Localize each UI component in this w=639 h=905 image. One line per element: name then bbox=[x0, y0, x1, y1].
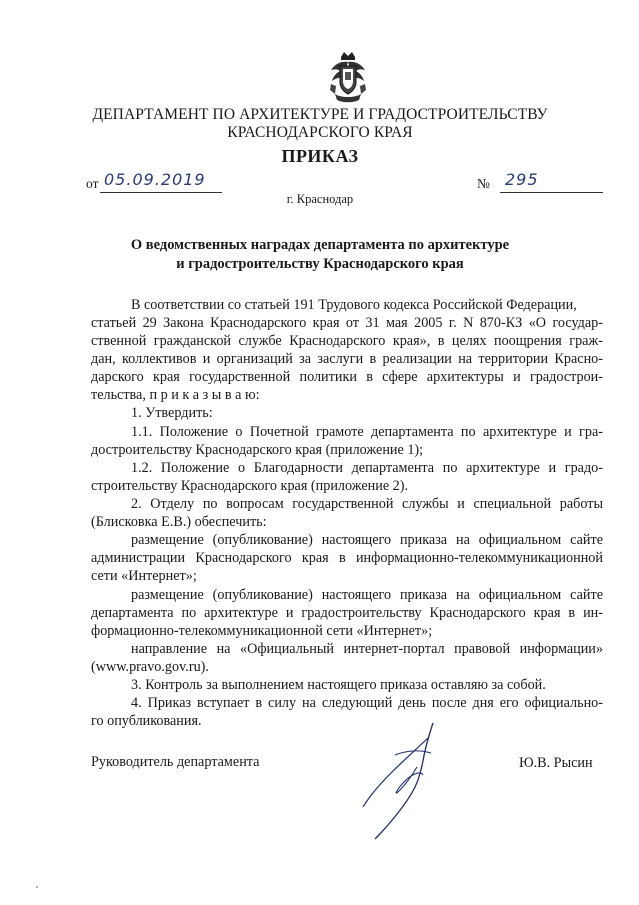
body-line: (www.pravo.gov.ru). bbox=[91, 659, 209, 675]
body-line: тельства, п р и к а з ы в а ю: bbox=[91, 387, 260, 403]
body-line: размещение (опубликование) настоящего приказа на официальном сайте bbox=[131, 587, 603, 603]
body-line: 1.2. Положение о Благодарности департамента по архитектуре и градо- bbox=[131, 460, 603, 476]
document-type-title: ПРИКАЗ bbox=[281, 146, 359, 166]
body-line: 1. Утвердить: bbox=[131, 405, 213, 421]
department-name-line1: ДЕПАРТАМЕНТ ПО АРХИТЕКТУРЕ И ГРАДОСТРОИТЕЛЬСТВУ bbox=[92, 106, 548, 123]
body-line: дан, коллективов и организаций за заслуги в реализации на территории Красно- bbox=[91, 351, 603, 367]
department-name-line2: КРАСНОДАРСКОГО КРАЯ bbox=[227, 124, 413, 141]
body-line: сети «Интернет»; bbox=[91, 568, 197, 584]
body-line: 2. Отделу по вопросам государственной службы и специальной работы bbox=[131, 496, 603, 512]
body-line: дарского края государственной политики в сфере архитектуры и градострои- bbox=[91, 369, 603, 385]
body-line: (Блисковка Е.В.) обеспечить: bbox=[91, 514, 267, 530]
signatory-name: Ю.В. Рысин bbox=[519, 755, 593, 771]
handwritten-signature bbox=[333, 715, 463, 845]
handwritten-number: 295 bbox=[505, 170, 539, 189]
body-line: формационно-телекоммуникационной сети «Интернет»; bbox=[91, 623, 433, 639]
signatory-position: Руководитель департамента bbox=[91, 754, 260, 770]
body-line: В соответствии со статьей 191 Трудового кодекса Российской Федерации, bbox=[131, 297, 577, 313]
body-line: 4. Приказ вступает в силу на следующий день после дня его официально- bbox=[131, 695, 603, 711]
body-line: размещение (опубликование) настоящего приказа на официальном сайте bbox=[131, 532, 603, 548]
body-line: статьей 29 Закона Краснодарского края от 31 мая 2005 г. N 870-КЗ «О государ- bbox=[91, 315, 603, 331]
body-line: 3. Контроль за выполнением настоящего приказа оставляю за собой. bbox=[131, 677, 546, 693]
body-line: достроительству Краснодарского края (приложение 1); bbox=[91, 442, 424, 458]
scan-artifact bbox=[36, 886, 38, 888]
date-label: от bbox=[86, 176, 99, 191]
body-line: 1.1. Положение о Почетной грамоте департамента по архитектуре и гра- bbox=[131, 424, 603, 440]
handwritten-date: 05.09.2019 bbox=[104, 170, 206, 189]
number-label: № bbox=[477, 176, 490, 191]
body-line: го опубликования. bbox=[91, 713, 202, 729]
body-line: департамента по архитектуре и градостроительству Краснодарского края в ин- bbox=[91, 605, 603, 621]
body-line: направление на «Официальный интернет-портал правовой информации» bbox=[131, 641, 603, 657]
city-label: г. Краснодар bbox=[286, 192, 354, 206]
subject-line2: и градостроительству Краснодарского края bbox=[176, 256, 464, 272]
body-line: администрации Краснодарского края в информационно-телекоммуникационной bbox=[91, 550, 603, 566]
body-line: строительству Краснодарского края (приложение 2). bbox=[91, 478, 409, 494]
subject-line1: О ведомственных наградах департамента по архитектуре bbox=[130, 237, 510, 253]
body-line: ственной гражданской службе Краснодарского края», в целях поощрения граж- bbox=[91, 333, 603, 349]
coat-of-arms-icon bbox=[327, 50, 369, 104]
